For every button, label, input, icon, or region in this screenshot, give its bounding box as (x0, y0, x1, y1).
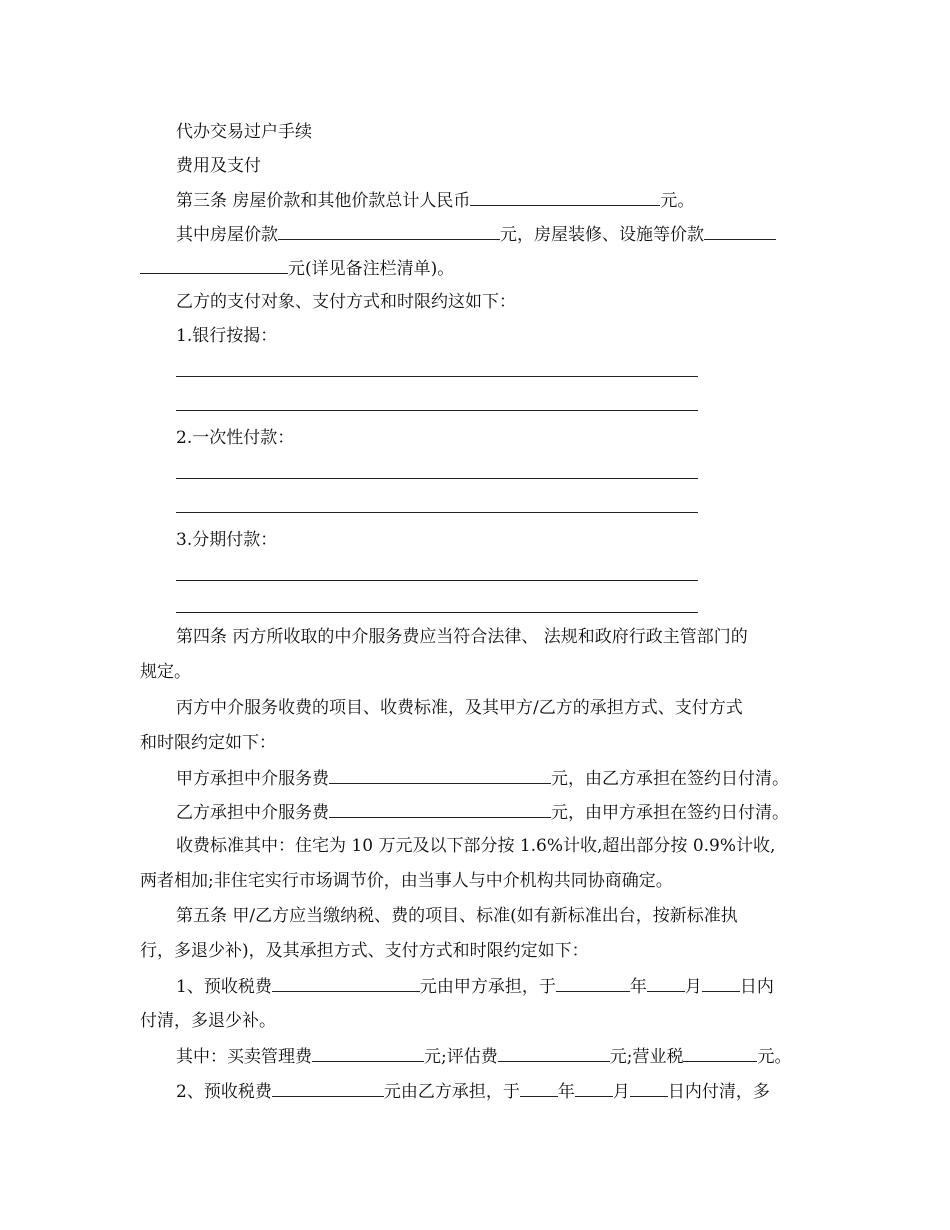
text-line: 丙方中介服务收费的项目、收费标准，及其甲方/乙方的承担方式、支付方式 (176, 698, 743, 718)
payment-option-installment: 3.分期付款： (176, 530, 278, 550)
day-blank (630, 1081, 668, 1097)
fill-line (176, 376, 698, 377)
fill-line (176, 478, 698, 479)
year-blank (520, 1081, 558, 1097)
month-blank (575, 1081, 613, 1097)
fill-line (176, 512, 698, 513)
text-line: 代办交易过户手续 (176, 122, 312, 142)
house-price-blank (278, 224, 500, 240)
tax-a-blank (272, 976, 420, 992)
tax-b-blank (272, 1081, 384, 1097)
total-price-blank (470, 190, 660, 206)
text-line: 其中房屋价款 元，房屋装修、设施等价款 (176, 224, 776, 245)
business-tax-blank (683, 1046, 757, 1062)
fee-b-blank (329, 802, 551, 818)
text-line: 两者相加;非住宅实行市场调节价，由当事人与中介机构共同协商确定。 (140, 871, 673, 891)
text-line: 2、预收税费 元由乙方承担，于 年 月 日内付清，多 (176, 1082, 770, 1102)
text-line: 乙方承担中介服务费 元，由甲方承担在签约日付清。 (176, 803, 789, 823)
article-four-line: 第四条 丙方所收取的中介服务费应当符合法律、 法规和政府行政主管部门的 (176, 627, 748, 647)
text-line: 乙方的支付对象、支付方式和时限约这如下： (176, 292, 516, 312)
payment-option-bank: 1.银行按揭： (176, 326, 278, 346)
month-blank (647, 976, 685, 992)
decoration-price-blank (704, 224, 776, 240)
appraisal-fee-blank (498, 1046, 610, 1062)
text-line: 其中：买卖管理费 元;评估费 元;营业税 元。 (176, 1047, 792, 1067)
article-five-line: 第五条 甲/乙方应当缴纳税、费的项目、标准(如有新标准出台，按新标准执 (176, 906, 738, 926)
text-line: 甲方承担中介服务费 元，由乙方承担在签约日付清。 (176, 769, 789, 789)
section-heading: 费用及支付 (176, 156, 261, 176)
text-line: 和时限约定如下： (140, 733, 276, 753)
text-line: 规定。 (140, 662, 191, 682)
text-line: 行，多退少补)，及其承担方式、支付方式和时限约定如下： (140, 941, 589, 961)
fee-a-blank (329, 768, 551, 784)
text-line: 元(详见备注栏清单)。 (140, 258, 454, 279)
decoration-price-blank-cont (140, 258, 288, 274)
year-blank (556, 976, 630, 992)
fill-line (176, 410, 698, 411)
article-three-line: 第三条 房屋价款和其他价款总计人民币 元。 (176, 191, 695, 211)
payment-option-lump: 2.一次性付款： (176, 428, 295, 448)
text-line: 收费标准其中：住宅为 10 万元及以下部分按 1.6%计收,超出部分按 0.9%计收, (176, 836, 776, 856)
fill-line (176, 580, 698, 581)
text-line: 1、预收税费 元由甲方承担，于 年 月 日内 (176, 977, 774, 997)
management-fee-blank (312, 1046, 424, 1062)
day-blank (702, 976, 740, 992)
text-line: 付清，多退少补。 (140, 1011, 276, 1031)
fill-line (176, 612, 698, 613)
